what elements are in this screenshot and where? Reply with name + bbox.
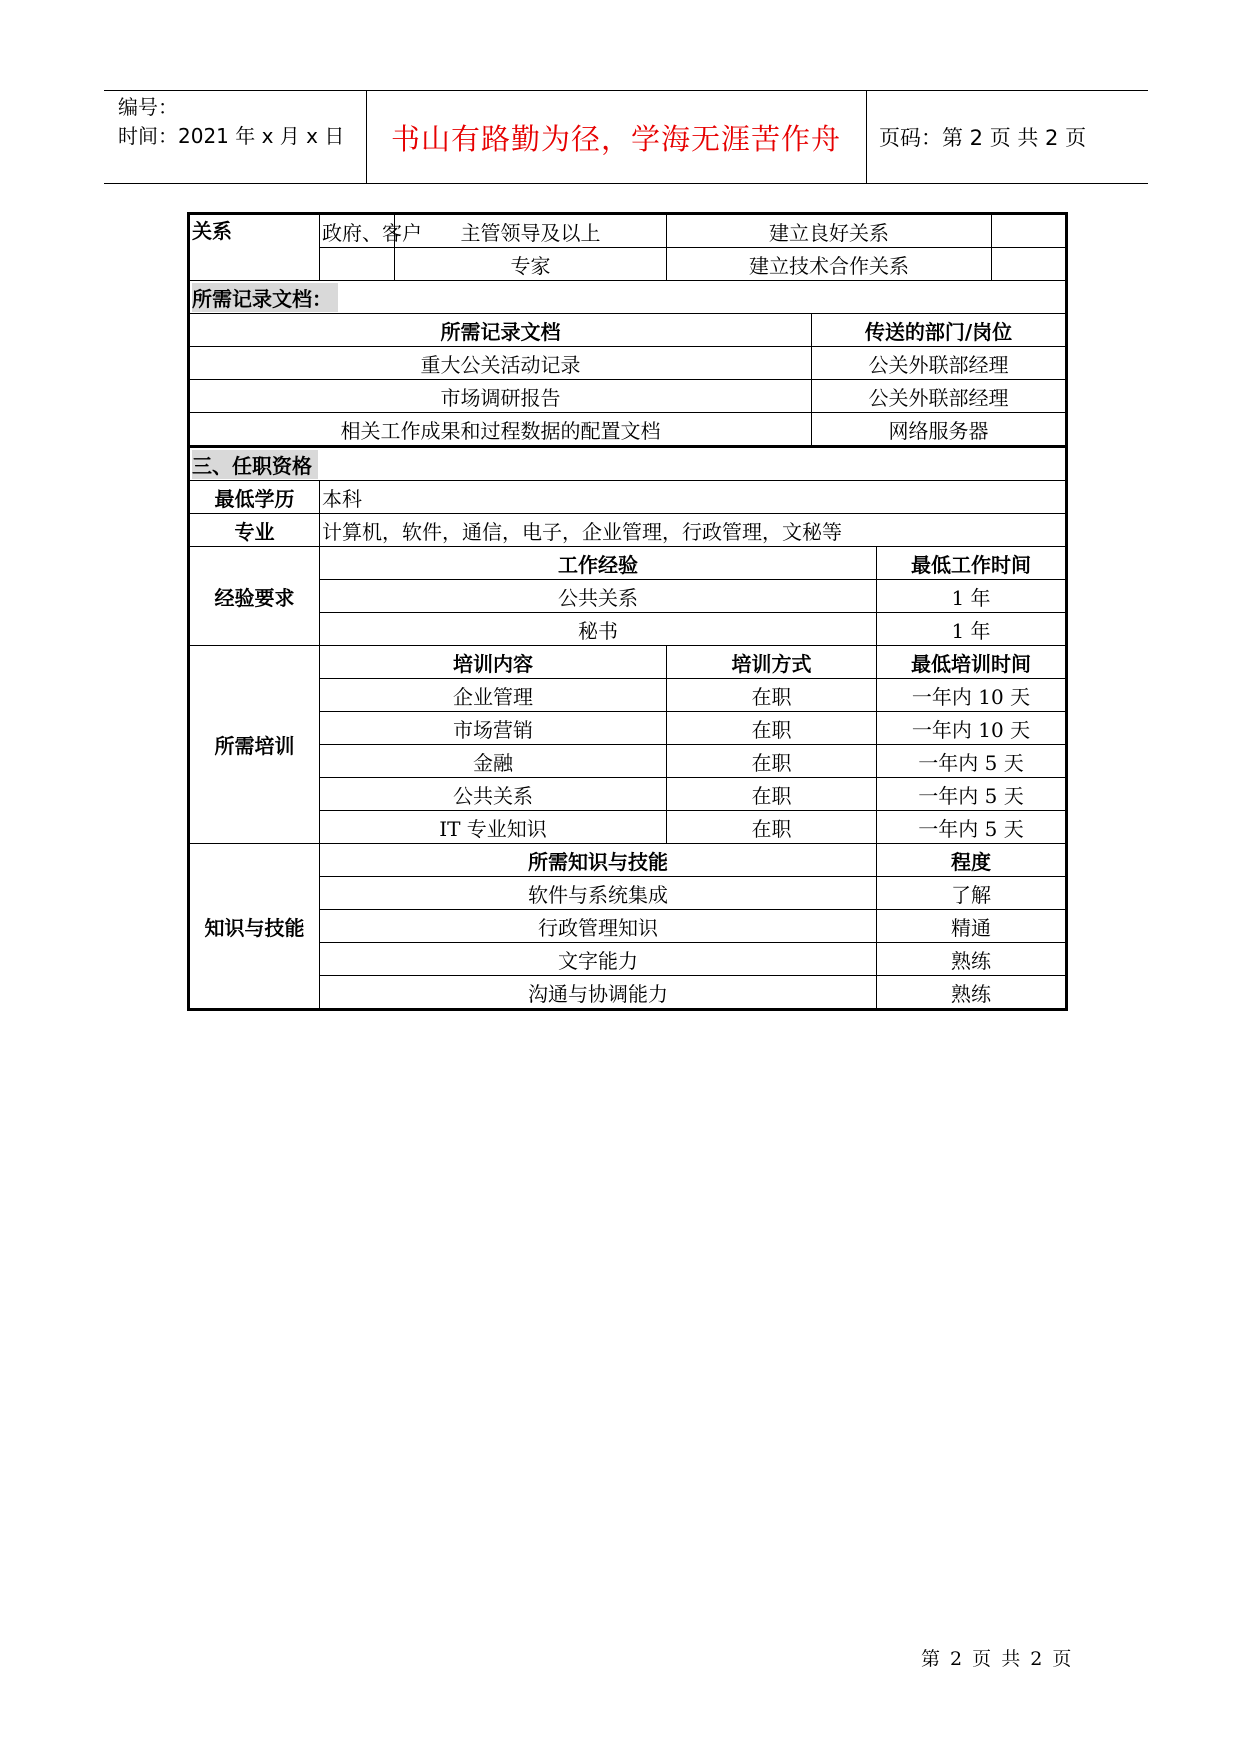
training-time: 一年内 10 天 [877, 712, 1067, 745]
experience-row [189, 613, 1067, 646]
qualifications-section-title [189, 447, 1067, 481]
training-row [189, 745, 1067, 778]
training-method: 在职 [667, 679, 877, 712]
skills-item: 文字能力 [320, 943, 877, 976]
relation-goal: 建立良好关系 [667, 214, 992, 248]
qualifications-section-label: 三、任职资格 [192, 450, 318, 479]
training-time: 一年内 5 天 [877, 745, 1067, 778]
records-section-label: 所需记录文档： [192, 283, 338, 312]
records-doc: 市场调研报告 [189, 380, 812, 413]
relation-row [189, 214, 1067, 248]
skills-row [189, 943, 1067, 976]
records-col-dest: 传送的部门/岗位 [812, 314, 1067, 347]
records-section-title [189, 281, 1067, 314]
skills-item: 沟通与协调能力 [320, 976, 877, 1010]
training-content: 金融 [320, 745, 667, 778]
training-time: 一年内 10 天 [877, 679, 1067, 712]
training-row [189, 712, 1067, 745]
number-label: 编号： [118, 95, 178, 119]
training-content: 公共关系 [320, 778, 667, 811]
experience-time: 1 年 [877, 580, 1067, 613]
education-row [189, 481, 1067, 514]
experience-time: 1 年 [877, 613, 1067, 646]
records-row [189, 347, 1067, 380]
training-header-row [189, 646, 1067, 679]
training-method: 在职 [667, 811, 877, 844]
skills-col-level: 程度 [877, 844, 1067, 877]
records-section-row [189, 281, 1067, 314]
skills-level: 熟练 [877, 976, 1067, 1010]
skills-level: 熟练 [877, 943, 1067, 976]
records-col-doc: 所需记录文档 [189, 314, 812, 347]
page-footer: 第 2 页 共 2 页 [921, 1648, 1074, 1670]
skills-col-skill: 所需知识与技能 [320, 844, 877, 877]
training-method: 在职 [667, 778, 877, 811]
skills-level: 精通 [877, 910, 1067, 943]
header-divider [366, 91, 367, 183]
relation-level: 主管领导及以上 [395, 214, 667, 248]
skills-row [189, 877, 1067, 910]
page-number-label: 页码：第 2 页 共 2 页 [879, 126, 1087, 150]
experience-item: 公共关系 [320, 580, 877, 613]
education-label: 最低学历 [189, 481, 320, 514]
motto: 书山有路勤为径，学海无涯苦作舟 [390, 121, 841, 156]
training-row [189, 679, 1067, 712]
records-dest: 公关外联部经理 [812, 347, 1067, 380]
skills-level: 了解 [877, 877, 1067, 910]
relation-party [320, 248, 395, 281]
experience-col-exp: 工作经验 [320, 547, 877, 580]
relation-party: 政府、客户 [320, 214, 395, 248]
major-label: 专业 [189, 514, 320, 547]
relation-row [189, 248, 1067, 281]
training-method: 在职 [667, 712, 877, 745]
skills-row [189, 976, 1067, 1010]
records-doc: 重大公关活动记录 [189, 347, 812, 380]
training-content: 企业管理 [320, 679, 667, 712]
page-header [104, 90, 1148, 184]
relation-goal: 建立技术合作关系 [667, 248, 992, 281]
training-content: IT 专业知识 [320, 811, 667, 844]
experience-label: 经验要求 [189, 547, 320, 646]
training-method: 在职 [667, 745, 877, 778]
relation-extra [992, 248, 1067, 281]
header-left [118, 93, 344, 151]
relation-level: 专家 [395, 248, 667, 281]
training-label: 所需培训 [189, 646, 320, 844]
skills-row [189, 910, 1067, 943]
records-row [189, 380, 1067, 413]
training-row [189, 778, 1067, 811]
skills-label: 知识与技能 [189, 844, 320, 1010]
records-dest: 网络服务器 [812, 413, 1067, 447]
experience-col-time: 最低工作时间 [877, 547, 1067, 580]
training-col-method: 培训方式 [667, 646, 877, 679]
training-row [189, 811, 1067, 844]
training-col-content: 培训内容 [320, 646, 667, 679]
training-time: 一年内 5 天 [877, 778, 1067, 811]
time-label: 时间：2021 年 x 月 x 日 [118, 124, 345, 148]
experience-row [189, 580, 1067, 613]
education-value: 本科 [320, 481, 1067, 514]
records-dest: 公关外联部经理 [812, 380, 1067, 413]
records-header-row [189, 314, 1067, 347]
training-content: 市场营销 [320, 712, 667, 745]
training-col-time: 最低培训时间 [877, 646, 1067, 679]
major-row [189, 514, 1067, 547]
qualifications-section-row [189, 447, 1067, 481]
major-value: 计算机，软件，通信，电子，企业管理，行政管理，文秘等 [320, 514, 1067, 547]
experience-header-row [189, 547, 1067, 580]
experience-item: 秘书 [320, 613, 877, 646]
records-doc: 相关工作成果和过程数据的配置文档 [189, 413, 812, 447]
job-description-table [187, 212, 1068, 1011]
skills-item: 行政管理知识 [320, 910, 877, 943]
skills-item: 软件与系统集成 [320, 877, 877, 910]
header-divider [866, 91, 867, 183]
relation-extra [992, 214, 1067, 248]
training-time: 一年内 5 天 [877, 811, 1067, 844]
relation-label: 关系 [189, 214, 320, 281]
records-row [189, 413, 1067, 447]
skills-header-row [189, 844, 1067, 877]
